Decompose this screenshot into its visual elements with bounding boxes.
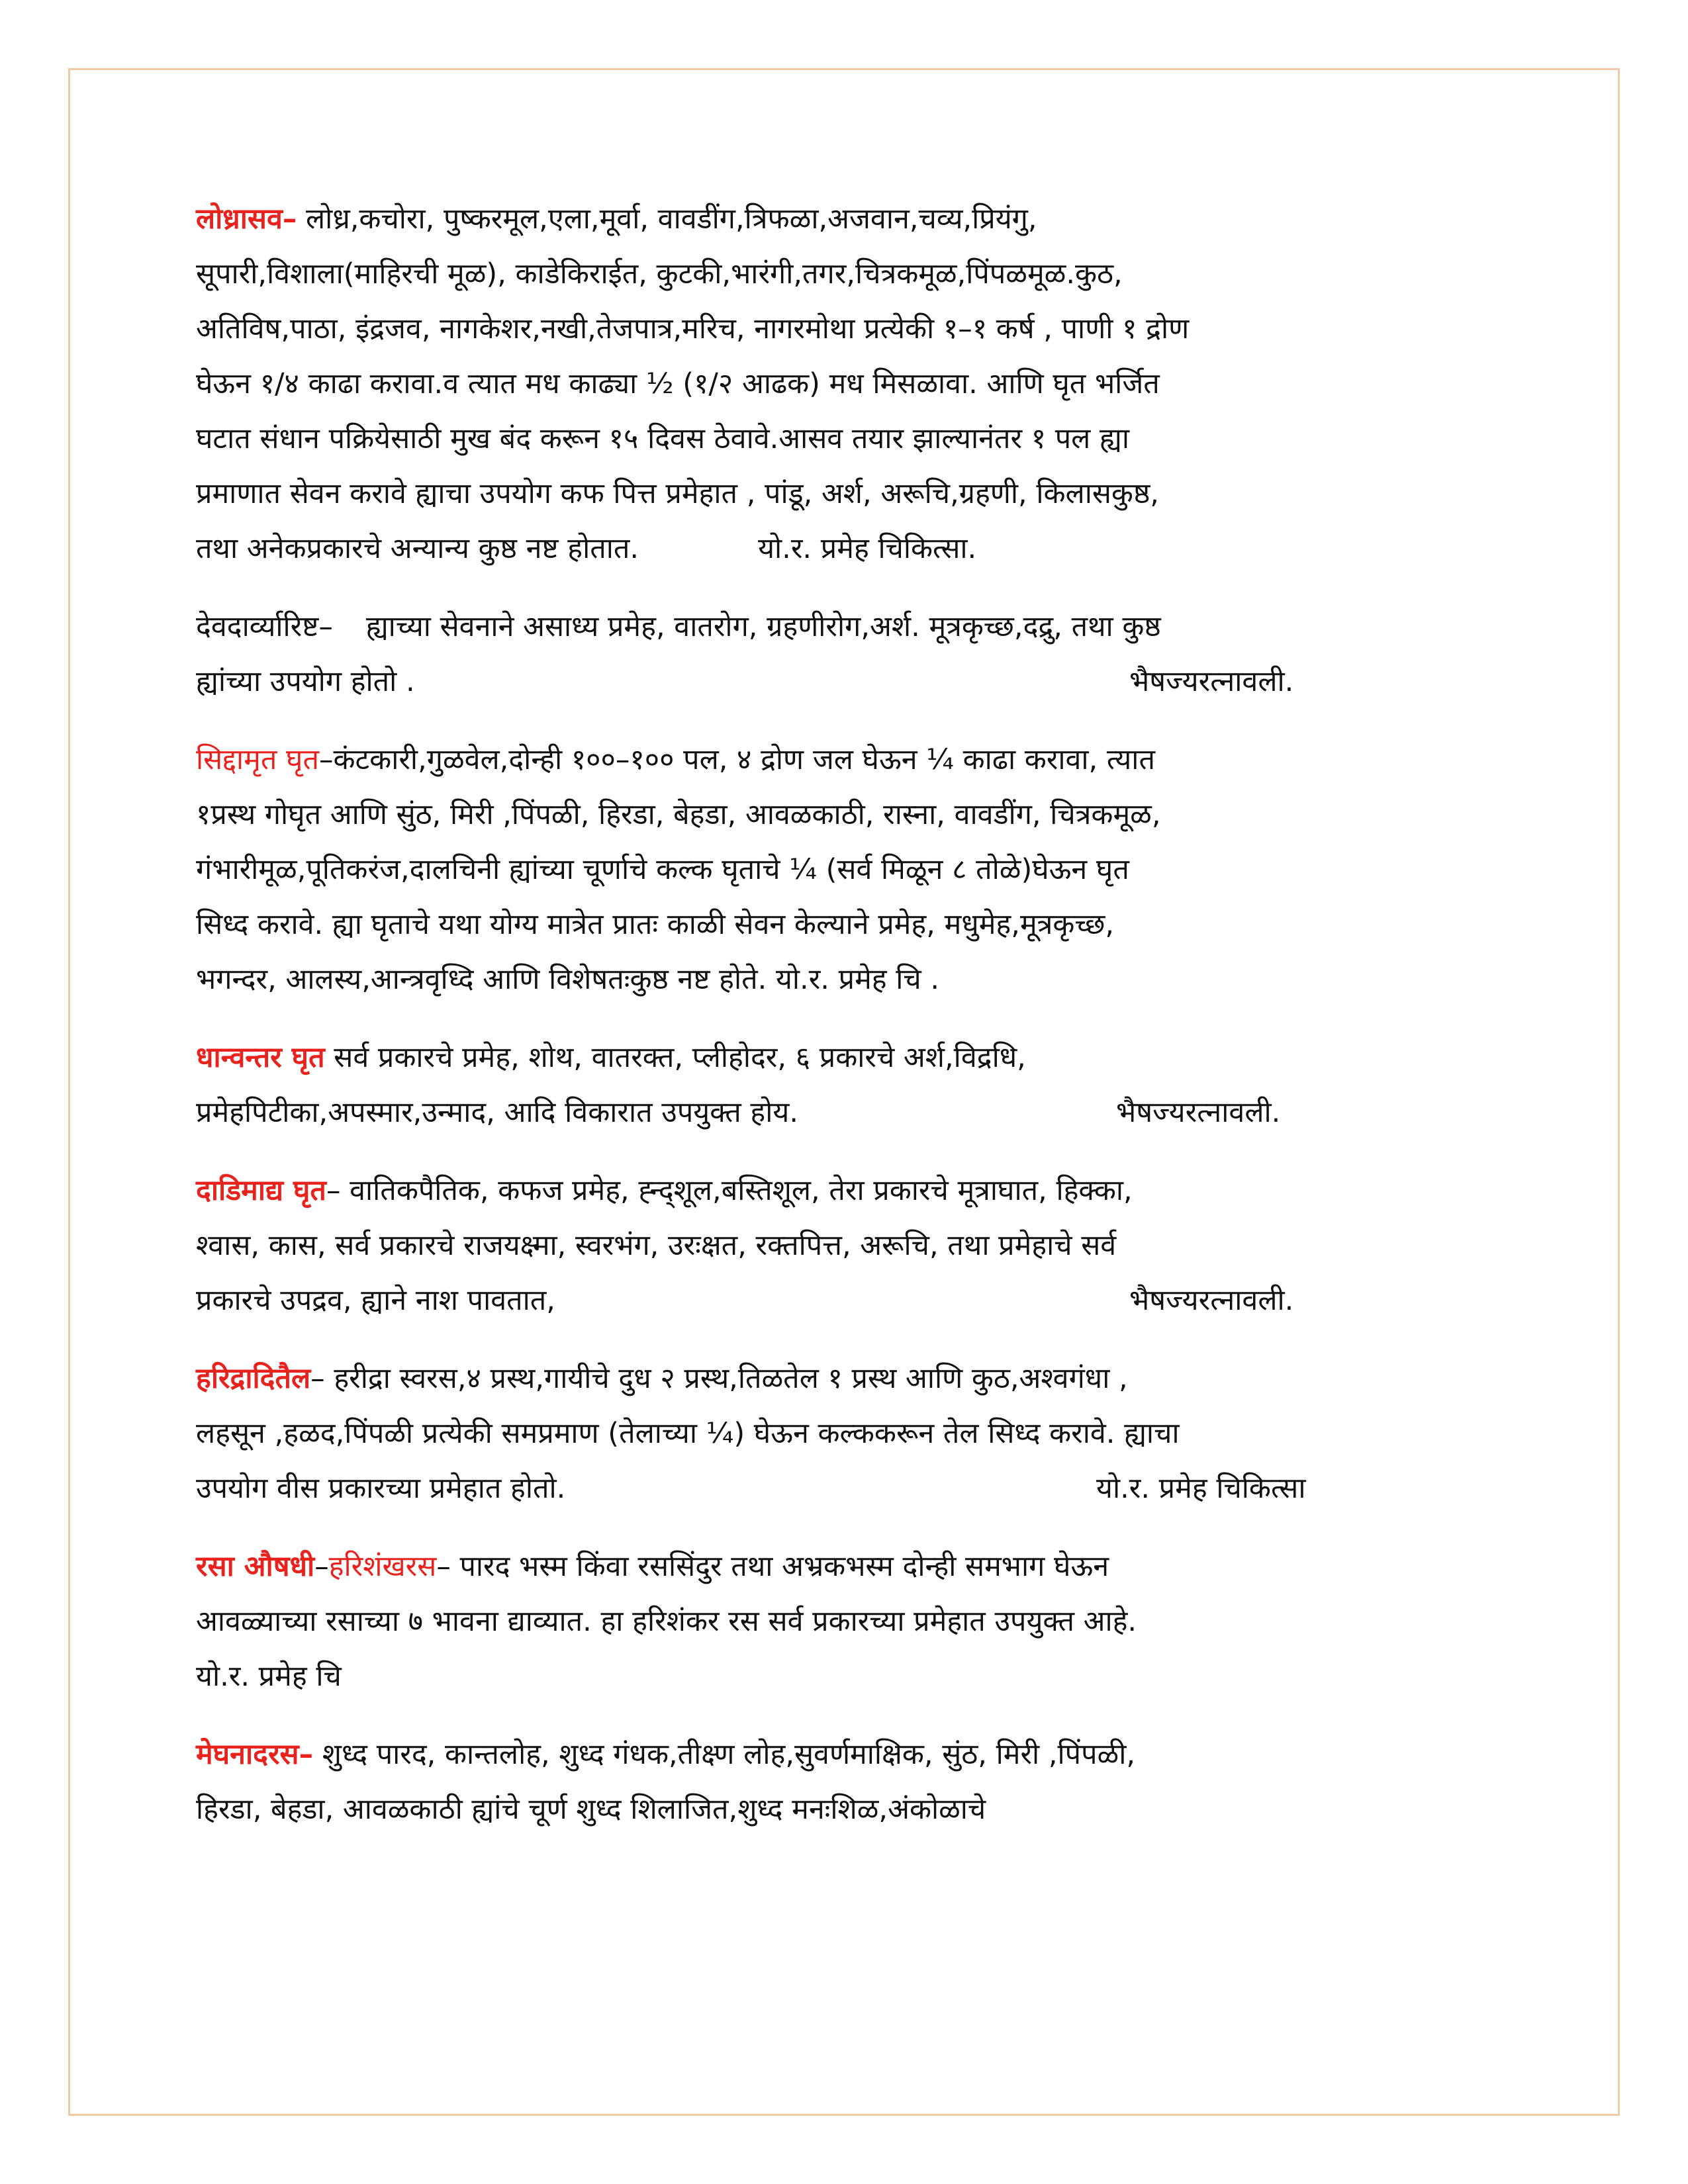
text-line: सूपारी,विशाला(माहिरची मूळ), काडेकिराईत, कुटकी,भारंगी,तगर,चित्रकमूळ,पिंपळमूळ.कुठ, (196, 257, 1123, 291)
section-title: देवदार्व्यारिष्ट– (196, 610, 333, 643)
text-line: लहसून ,हळद,पिंपळी प्रत्येकी समप्रमाण (तेलाच्या ¼) घेऊन कल्ककरून तेल सिध्द करावे. ह्याचा (196, 1417, 1180, 1450)
section-dadimadya (196, 1163, 1513, 1328)
section-devdarvyarishta (196, 600, 1513, 709)
text-line-body: – पारद भस्म किंवा रससिंदुर तथा अभ्रकभस्म दोन्ही समभाग घेऊन (436, 1550, 1109, 1583)
text-line-body: –कंटकारी,गुळवेल,दोन्ही १००–१०० पल, ४ द्रोण जल घेऊन ¼ काढा करावा, त्यात (318, 743, 1155, 776)
reference-text: यो.र. प्रमेह चिकित्सा. (758, 532, 977, 565)
text-line: श्वास, कास, सर्व प्रकारचे राजयक्ष्मा, स्वरभंग, उरःक्षत, रक्तपित्त, अरूचि, तथा प्रमेहाचे सर्व (196, 1229, 1117, 1262)
title-dash: – (314, 1550, 329, 1583)
text-line (196, 1030, 1513, 1085)
section-dhanvantar (196, 1030, 1513, 1140)
text-line: सिध्द करावे. ह्या घृताचे यथा योग्य मात्रेत प्रातः काळी सेवन केल्याने प्रमेह, मधुमेह,मूत्रकृच्छ, (196, 908, 1115, 941)
text-line: गंभारीमूळ,पूतिकरंज,दालचिनी ह्यांच्या चूर्णाचे कल्क घृताचे ¼ (सर्व मिळून ८ तोळे)घेऊन घृत (196, 853, 1129, 886)
text-line: यो.र. प्रमेह चि (196, 1660, 342, 1693)
text-line: घटात संधान पक्रियेसाठी मुख बंद करून १५ दिवस ठेवावे.आसव तयार झाल्यानंतर १ पल ह्या (196, 422, 1129, 455)
text-line-body: प्रकारचे उपद्रव, ह्याने नाश पावतात, (196, 1284, 555, 1317)
text-line (196, 522, 1513, 576)
text-line: प्रमाणात सेवन करावे ह्याचा उपयोग कफ पित्त प्रमेहात , पांडू, अर्श, अरूचि,ग्रहणी, किलासकुष्ठ, (196, 477, 1159, 510)
section-title: दाडिमाद्य घृत (196, 1174, 326, 1207)
section-subtitle: हरिशंखरस (328, 1550, 437, 1583)
section-rasa (196, 1539, 1513, 1704)
text-line-body: ह्याच्या सेवनाने असाध्य प्रमेह, वातरोग, ग्रहणीरोग,अर्श. मूत्रकृच्छ,दद्रु, तथा कुष्ठ (365, 610, 1161, 643)
text-line-body: सर्व प्रकारचे प्रमेह, शोथ, वातरक्त, प्लीहोदर, ६ प्रकारचे अर्श,विद्रधि, (324, 1041, 1026, 1074)
text-line-body: – वातिकपैतिक, कफज प्रमेह, ह्न्द्शूल,बस्तिशूल, तेरा प्रकारचे मूत्राघात, हिक्का, (326, 1174, 1133, 1207)
section-title: मेघनादरस– (196, 1738, 314, 1771)
text-line-body: प्रमेहपिटीका,अपस्मार,उन्माद, आदि विकारात उपयुक्त होय. (196, 1096, 799, 1129)
section-title: सिद्दामृत घृत (196, 743, 319, 776)
text-line (196, 1461, 1513, 1516)
text-line: हिरडा, बेहडा, आवळकाठी ह्यांचे चूर्ण शुध्द शिलाजित,शुध्द मनःशिळ,अंकोळाचे (196, 1793, 986, 1826)
text-line-body: ह्यांच्या उपयोग होतो . (196, 665, 415, 698)
text-line (196, 655, 1513, 709)
section-siddhamrut (196, 733, 1513, 1007)
text-line: अतिविष,पाठा, इंद्रजव, नागकेशर,नखी,तेजपात्र,मरिच, नागरमोथा प्रत्येकी १–१ कर्ष , पाणी १ द्रोण (196, 312, 1190, 345)
text-line (196, 1351, 1513, 1406)
text-line (196, 1163, 1513, 1218)
text-line (196, 192, 1513, 247)
text-line-body: उपयोग वीस प्रकारच्या प्रमेहात होतो. (196, 1472, 566, 1505)
text-line (196, 600, 1513, 655)
text-line-body: तथा अनेकप्रकारचे अन्यान्य कुष्ठ नष्ट होतात. (196, 532, 639, 565)
reference-text: यो.र. प्रमेह चिकित्सा (1096, 1472, 1306, 1505)
document-body (196, 192, 1513, 1860)
text-line (196, 1539, 1513, 1594)
text-line (196, 1273, 1513, 1328)
section-haridradi (196, 1351, 1513, 1516)
section-lodhrasav (196, 192, 1513, 576)
text-line-body: लोध्र,कचोरा, पुष्करमूल,एला,मूर्वा, वावडींग,त्रिफळा,अजवान,चव्य,प्रियंगु, (306, 203, 1037, 236)
reference-text: भैषज्यरत्नावली. (1129, 1284, 1294, 1317)
section-title: धान्वन्तर घृत (196, 1041, 325, 1074)
text-line-body: – हरीद्रा स्वरस,४ प्रस्थ,गायीचे दुध २ प्रस्थ,तिळतेल १ प्रस्थ आणि कुठ,अश्वगंधा , (310, 1362, 1128, 1395)
section-title: रसा औषधी (196, 1550, 315, 1583)
text-line: आवळ्याच्या रसाच्या ७ भावना द्याव्यात. हा हरिशंकर रस सर्व प्रकारच्या प्रमेहात उपयुक्त आहे. (196, 1605, 1137, 1638)
reference-text: भैषज्यरत्नावली. (1129, 665, 1294, 698)
text-line: १प्रस्थ गोघृत आणि सुंठ, मिरी ,पिंपळी, हिरडा, बेहडा, आवळकाठी, रास्ना, वावडींग, चित्रकमूळ, (196, 798, 1161, 831)
text-line: भगन्दर, आलस्य,आन्त्रवृध्दि आणि विशेषतःकुष्ठ नष्ट होते. यो.र. प्रमेह चि . (196, 963, 940, 996)
text-line (196, 1727, 1513, 1782)
section-title: हरिद्रादितैल (196, 1362, 311, 1395)
section-meghnad (196, 1727, 1513, 1837)
text-line: घेऊन १/४ काढा करावा.व त्यात मध काढ्या ½ (१/२ आढक) मध मिसळावा. आणि घृत भर्जित (196, 367, 1160, 400)
section-title: लोध्रासव– (196, 203, 297, 236)
reference-text: भैषज्यरत्नावली. (1116, 1096, 1281, 1129)
text-line-body: शुध्द पारद, कान्तलोह, शुध्द गंधक,तीक्ष्ण लोह,सुवर्णमाक्षिक, सुंठ, मिरी ,पिंपळी, (313, 1738, 1135, 1771)
text-line (196, 733, 1513, 788)
text-line (196, 1085, 1513, 1140)
